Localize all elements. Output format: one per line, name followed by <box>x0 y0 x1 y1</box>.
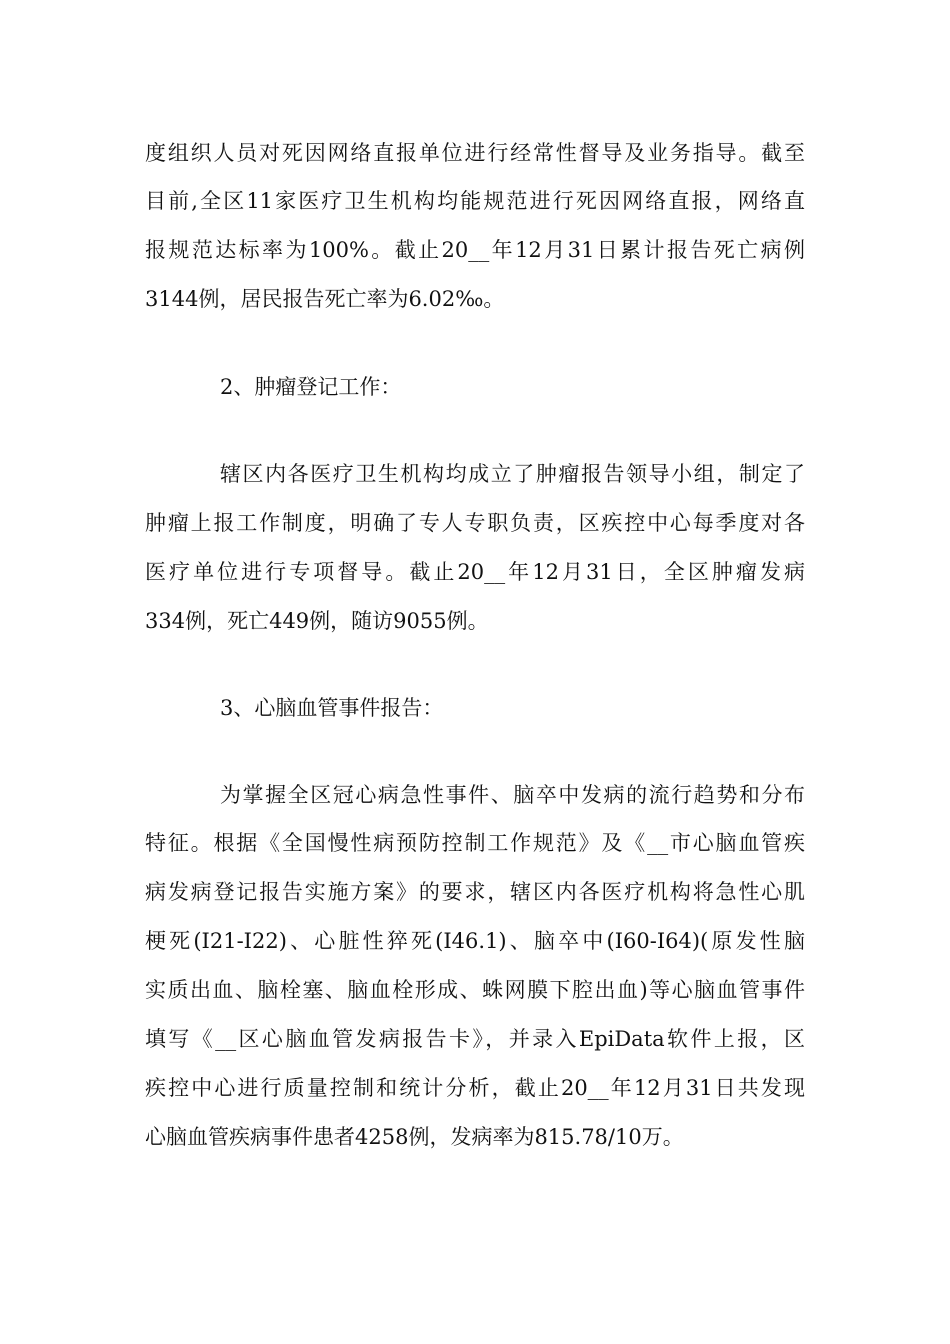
paragraph-3-line-7: 疾控中心进行质量控制和统计分析，截止20__年12月31日共发现 <box>145 1076 805 1100</box>
paragraph-3-line-5: 实质出血、脑栓塞、脑血栓形成、蛛网膜下腔出血)等心脑血管事件 <box>145 978 805 1002</box>
paragraph-1-line-2: 目前,全区11家医疗卫生机构均能规范进行死因网络直报，网络直 <box>145 189 805 213</box>
section-heading-cardio-events: 3、心脑血管事件报告： <box>220 696 444 720</box>
paragraph-2-line-2: 肿瘤上报工作制度，明确了专人专职负责，区疾控中心每季度对各 <box>145 511 805 535</box>
paragraph-3-line-3: 病发病登记报告实施方案》的要求，辖区内各医疗机构将急性心肌 <box>145 880 805 904</box>
paragraph-2-line-4: 334例，死亡449例，随访9055例。 <box>145 609 489 633</box>
paragraph-3-line-2: 特征。根据《全国慢性病预防控制工作规范》及《__市心脑血管疾 <box>145 831 805 855</box>
paragraph-1-line-1: 度组织人员对死因网络直报单位进行经常性督导及业务指导。截至 <box>145 141 805 165</box>
paragraph-3-line-1: 为掌握全区冠心病急性事件、脑卒中发病的流行趋势和分布 <box>220 783 805 807</box>
section-heading-tumor-registry: 2、肿瘤登记工作： <box>220 375 402 399</box>
paragraph-1-line-3: 报规范达标率为100%。截止20__年12月31日累计报告死亡病例 <box>145 238 805 262</box>
paragraph-3-line-8: 心脑血管疾病事件患者4258例，发病率为815.78/10万。 <box>145 1125 684 1149</box>
paragraph-2-line-1: 辖区内各医疗卫生机构均成立了肿瘤报告领导小组，制定了 <box>220 462 805 486</box>
paragraph-1-line-4: 3144例，居民报告死亡率为6.02‰。 <box>145 287 505 311</box>
paragraph-3-line-4: 梗死(I21-I22)、心脏性猝死(I46.1)、脑卒中(I60-I64)(原发性脑 <box>145 929 805 953</box>
paragraph-3-line-6: 填写《__区心脑血管发病报告卡》，并录入EpiData软件上报，区 <box>145 1027 805 1051</box>
paragraph-2-line-3: 医疗单位进行专项督导。截止20__年12月31日，全区肿瘤发病 <box>145 560 805 584</box>
